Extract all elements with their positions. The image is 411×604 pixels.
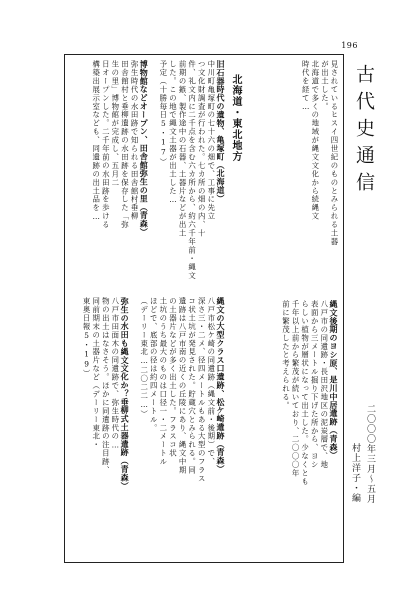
text-line: 前期の鏃、製作途中の石器、土器片などが出土 xyxy=(178,60,188,238)
text-line: 物の出土はなさそう。ほかに同遺跡の注目跡、 xyxy=(101,297,111,475)
text-line: 見されているヒスイ四世紀のものとみられる土器 xyxy=(330,60,339,246)
text-line: 東奥日報5・19） xyxy=(82,297,92,378)
text-line: 弥生時代の水田跡で知られる田舎館村垂柳 xyxy=(130,60,140,221)
region-heading: 北海道・東北地方 xyxy=(230,74,241,162)
text-line: （デーリー東北…二〇二二…） xyxy=(139,297,149,419)
article-heading: 弥生の水田も縄文文化か？垂柳式土器遺跡（青森） xyxy=(120,297,131,491)
journal-title: 古代史通信 xyxy=(353,64,375,199)
article-heading: 博物館などオープン、田舎館弥生の里（青森） xyxy=(139,60,150,237)
text-line: 八戸市松ケ崎の同遺跡（縄文前・後期）で、 xyxy=(206,297,216,466)
text-line: 千年以上前から繁茂が続いており、二〇〇〇年 xyxy=(291,300,301,478)
column-bottom xyxy=(74,297,225,550)
editor-credit: 村上洋子・編 xyxy=(350,443,360,503)
page-number: 196 xyxy=(341,41,358,50)
text-line: 件、礼文内に二千点を含む六カ所から、約六千年前・縄文 xyxy=(187,60,197,280)
text-line: 表面から三メートル掘り下げた所から、ヨシ xyxy=(310,300,320,469)
text-line: 中川町亀塚町の七十六の畑で、工事に先立 xyxy=(206,60,216,221)
text-line: 同前期末の土器片など（デーリー東北・ xyxy=(91,297,101,450)
text-line: 北海道で多くの地域が縄文文化から続縄文 xyxy=(310,60,320,221)
text-line: 八戸市田面木の同遺跡で、弥生時代の… xyxy=(110,297,120,451)
column-right-upper xyxy=(238,60,339,246)
text-line: 前に繁茂したと考えられる。 xyxy=(281,300,291,410)
article-heading: 縄文の大型クラス口遺跡、松ケ崎遺跡（青森） xyxy=(216,297,226,474)
text-line: 田舎館村と垂柳遺跡の水田跡を保存した「弥 xyxy=(120,60,130,229)
column-top xyxy=(74,60,225,287)
text-line: が出土した。 xyxy=(320,60,330,111)
text-line: 日オープンした。二千年前の水田跡を歩ける xyxy=(101,60,111,229)
issue-period: 二〇〇〇年三月〜五月 xyxy=(365,404,375,504)
text-line: らしい植物が層状になって出土した。少なくとも xyxy=(300,300,310,486)
text-line: 生の里」博物館が完成し、五月二 xyxy=(110,60,120,187)
column-right-lower xyxy=(238,300,338,550)
text-line: 遺跡は八戸市南の近くの丘陵にあり、縄文中期 xyxy=(178,297,188,475)
text-line: 時代を経て… xyxy=(301,60,311,113)
text-line: 土坑のうち最大のものは口径一・二メートル xyxy=(158,297,168,466)
text-line: コ状土坑が発見された。貯蔵穴とみられる。同 xyxy=(187,297,197,475)
text-line: 深さ三・二メ、径四メートルもある大型のフラス xyxy=(197,297,207,483)
article-heading: 縄文後期のヨシ原、是川中居遺跡（青森） xyxy=(329,300,339,460)
text-line: の土器片などが多く出土した。フラスコ状 xyxy=(168,297,178,458)
text-line: つ文化財調査が行われた。七カ所の畑の内、十 xyxy=(197,60,207,238)
article-heading: 旧石器時代の遺物、亀塚町（北海道） xyxy=(216,60,226,203)
text-line: ほどで、底部の径は約四メートル。 xyxy=(149,297,159,433)
text-line: 構築出展示室なども、同遺跡の出土品を… xyxy=(91,60,101,223)
text-line: した。この地で縄文土器が出土した… xyxy=(168,60,178,206)
text-line: 予定（十勝毎日5・17） xyxy=(158,60,168,167)
text-line: 八戸市の同遺跡・長田沢地区の泥炭層で、地 xyxy=(319,300,329,469)
